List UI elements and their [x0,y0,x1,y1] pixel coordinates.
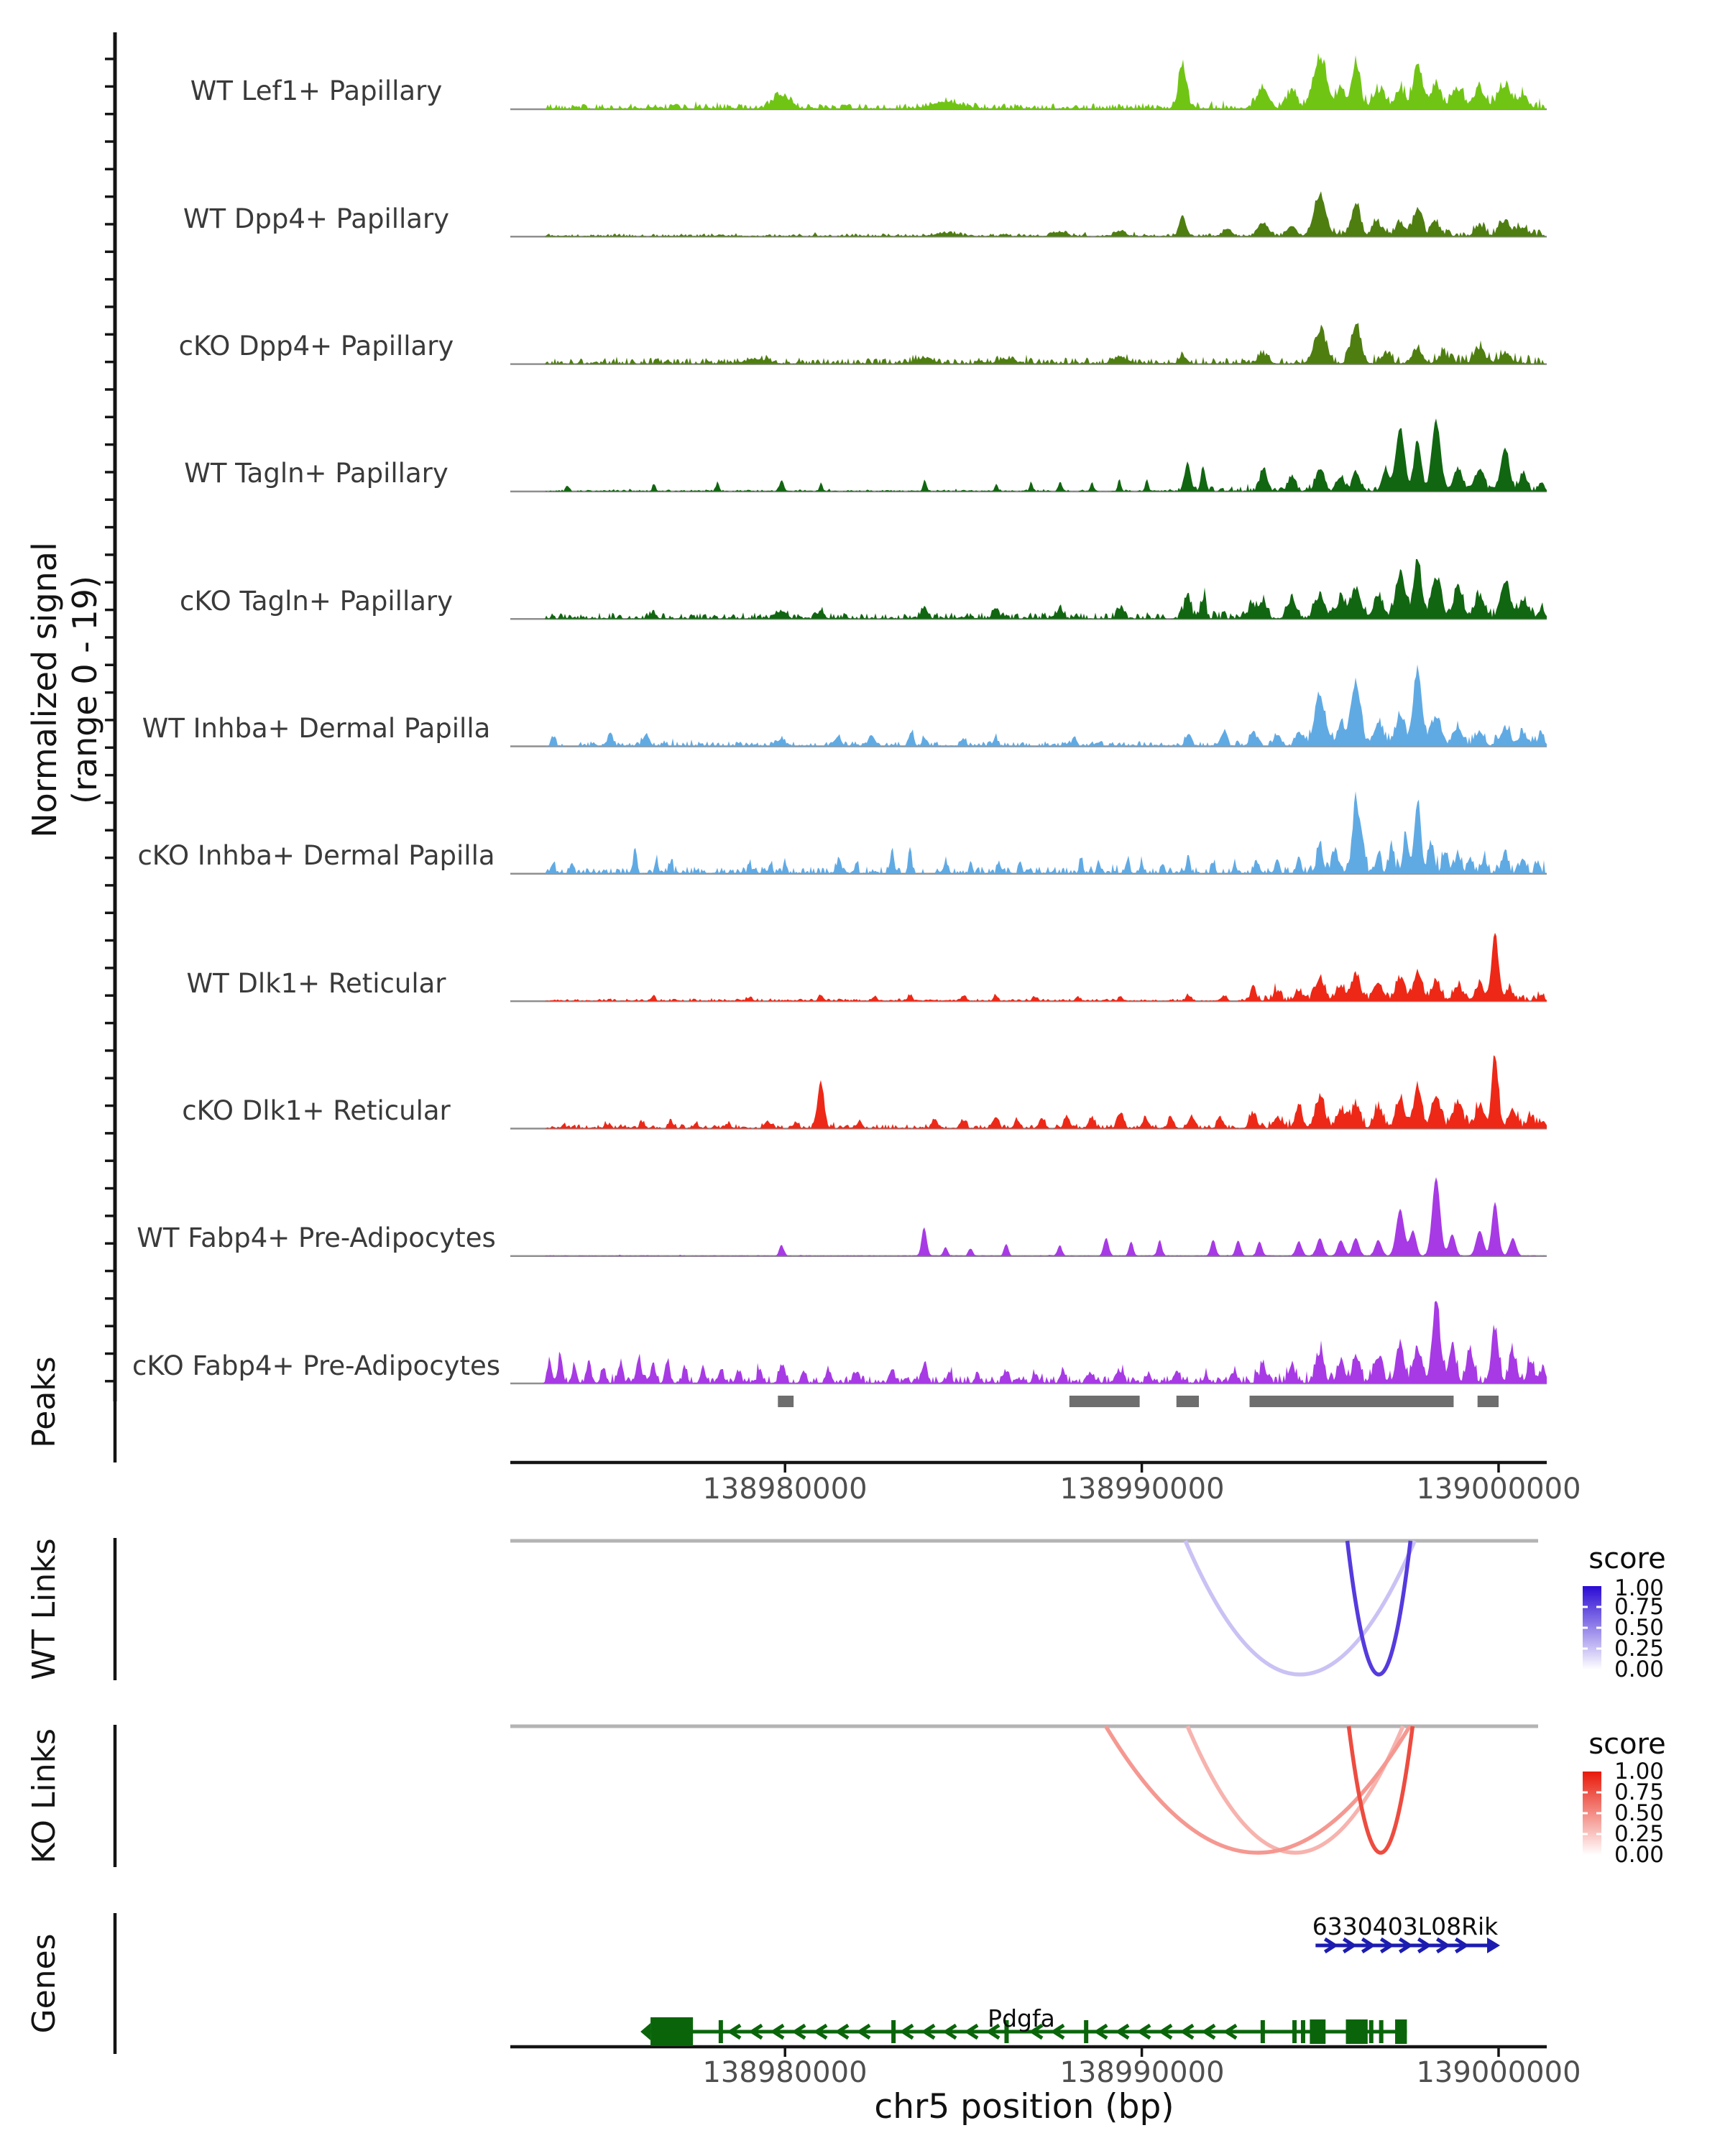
gene-exon-tick [719,2020,723,2043]
signal-area-10 [510,1177,1547,1256]
track-label-wt-lef1: WT Lef1+ Papillary [190,75,443,106]
axis2-tick-label-2: 139000000 [1416,2056,1581,2089]
peak-interval-4 [1250,1396,1454,1407]
section-label-peaks: Peaks [26,1356,63,1448]
peak-interval-5 [1478,1396,1499,1407]
signal-area-11 [510,1301,1547,1383]
ko-legend-bar-tick [1596,1812,1601,1815]
track-label-wt-dpp4: WT Dpp4+ Papillary [183,203,450,234]
ko-legend-tick-3: 0.25 [1614,1821,1665,1847]
track-label-cko-tagln: cKO Tagln+ Papillary [179,586,454,617]
wt-links-arc-1 [1185,1541,1414,1674]
axis2-tick-label-1: 138990000 [1059,2056,1225,2089]
ko-legend-title: score [1588,1728,1666,1761]
gene-exon-tick [1301,2020,1305,2043]
ko-legend-tick-2: 0.50 [1614,1800,1665,1826]
track-label-cko-dlk1: cKO Dlk1+ Reticular [182,1095,451,1126]
ko-legend-tick-4: 0.00 [1614,1842,1665,1868]
gene-utr-exon [650,2017,693,2046]
y-axis-label-line1: Normalized signal [25,542,64,838]
wt-legend-tick-2: 0.50 [1614,1615,1665,1641]
ko-legend-bar-tick [1596,1833,1601,1835]
section-label-wt-links: WT Links [26,1538,63,1680]
wt-legend-title: score [1588,1542,1666,1575]
wt-legend-bar-tick [1596,1627,1601,1629]
track-label-cko-dpp4: cKO Dpp4+ Papillary [178,331,454,361]
gene-exon-tick [1369,2020,1374,2043]
gene-exon-box [1310,2019,1325,2044]
wt-legend-bar-tick [1583,1606,1588,1608]
section-label-ko-links: KO Links [26,1728,63,1864]
axis1-tick-label-2: 139000000 [1416,1473,1581,1506]
peak-interval-3 [1177,1396,1199,1407]
ko-legend-bar-tick [1583,1833,1588,1835]
signal-area-7 [510,791,1547,874]
gene-label-pdgfa: Pdgfa [988,2004,1055,2032]
y-axis-label [24,367,105,1013]
track-label-cko-fabp4: cKO Fabp4+ Pre-Adipocytes [132,1350,500,1381]
section-label-genes: Genes [26,1933,63,2034]
gene-exon-tick [1379,2020,1384,2043]
gene-exon-tick [1292,2020,1297,2043]
wt-legend-tick-3: 0.25 [1614,1636,1665,1662]
signal-area-5 [510,559,1547,619]
axis2-tick-label-0: 138980000 [702,2056,868,2089]
signal-area-3 [510,323,1547,364]
signal-area-2 [510,191,1547,236]
ko-links-arc-3 [1349,1726,1413,1853]
gene-tss-arrow [640,2023,650,2040]
axis1-tick-label-0: 138980000 [702,1473,868,1506]
axis1-tick-label-1: 138990000 [1059,1473,1225,1506]
track-label-wt-fabp4: WT Fabp4+ Pre-Adipocytes [137,1222,496,1253]
track-label-wt-tagln: WT Tagln+ Papillary [184,458,448,489]
ko-legend-tick-1: 0.75 [1614,1779,1665,1805]
signal-area-8 [510,933,1547,1001]
gene-label-6330403l08rik: 6330403L08Rik [1312,1912,1499,1940]
wt-legend-tick-1: 0.75 [1614,1594,1665,1620]
ko-legend-tick-0: 1.00 [1614,1759,1665,1784]
ko-links-arc-1 [1187,1726,1403,1853]
gene-exon-box [1346,2019,1368,2044]
ko-legend-bar-tick [1583,1812,1588,1815]
ko-legend-bar-tick [1583,1792,1588,1794]
ko-legend-bar-tick [1596,1792,1601,1794]
track-label-cko-inhba: cKO Inhba+ Dermal Papilla [137,840,495,871]
signal-area-4 [510,418,1547,492]
wt-legend-bar-tick [1596,1648,1601,1650]
peak-interval-1 [778,1396,794,1407]
track-label-wt-dlk1: WT Dlk1+ Reticular [186,968,446,999]
gene-exon-box [1395,2019,1407,2044]
track-label-wt-inhba: WT Inhba+ Dermal Papilla [142,713,491,744]
wt-legend-bar-tick [1583,1627,1588,1629]
wt-legend-bar-tick [1583,1648,1588,1650]
ko-links-arc-2 [1105,1726,1409,1853]
wt-legend-bar-tick [1596,1606,1601,1608]
wt-legend-tick-4: 0.00 [1614,1657,1665,1682]
peak-interval-2 [1070,1396,1140,1407]
wt-legend-tick-0: 1.00 [1614,1575,1665,1601]
signal-area-6 [510,665,1547,747]
gene-exon-tick [1261,2020,1265,2043]
signal-area-9 [510,1055,1547,1128]
y-axis-label-line2: (range 0 - 19) [65,576,104,804]
signal-area-1 [510,52,1547,109]
x-axis-title: chr5 position (bp) [874,2087,1174,2127]
